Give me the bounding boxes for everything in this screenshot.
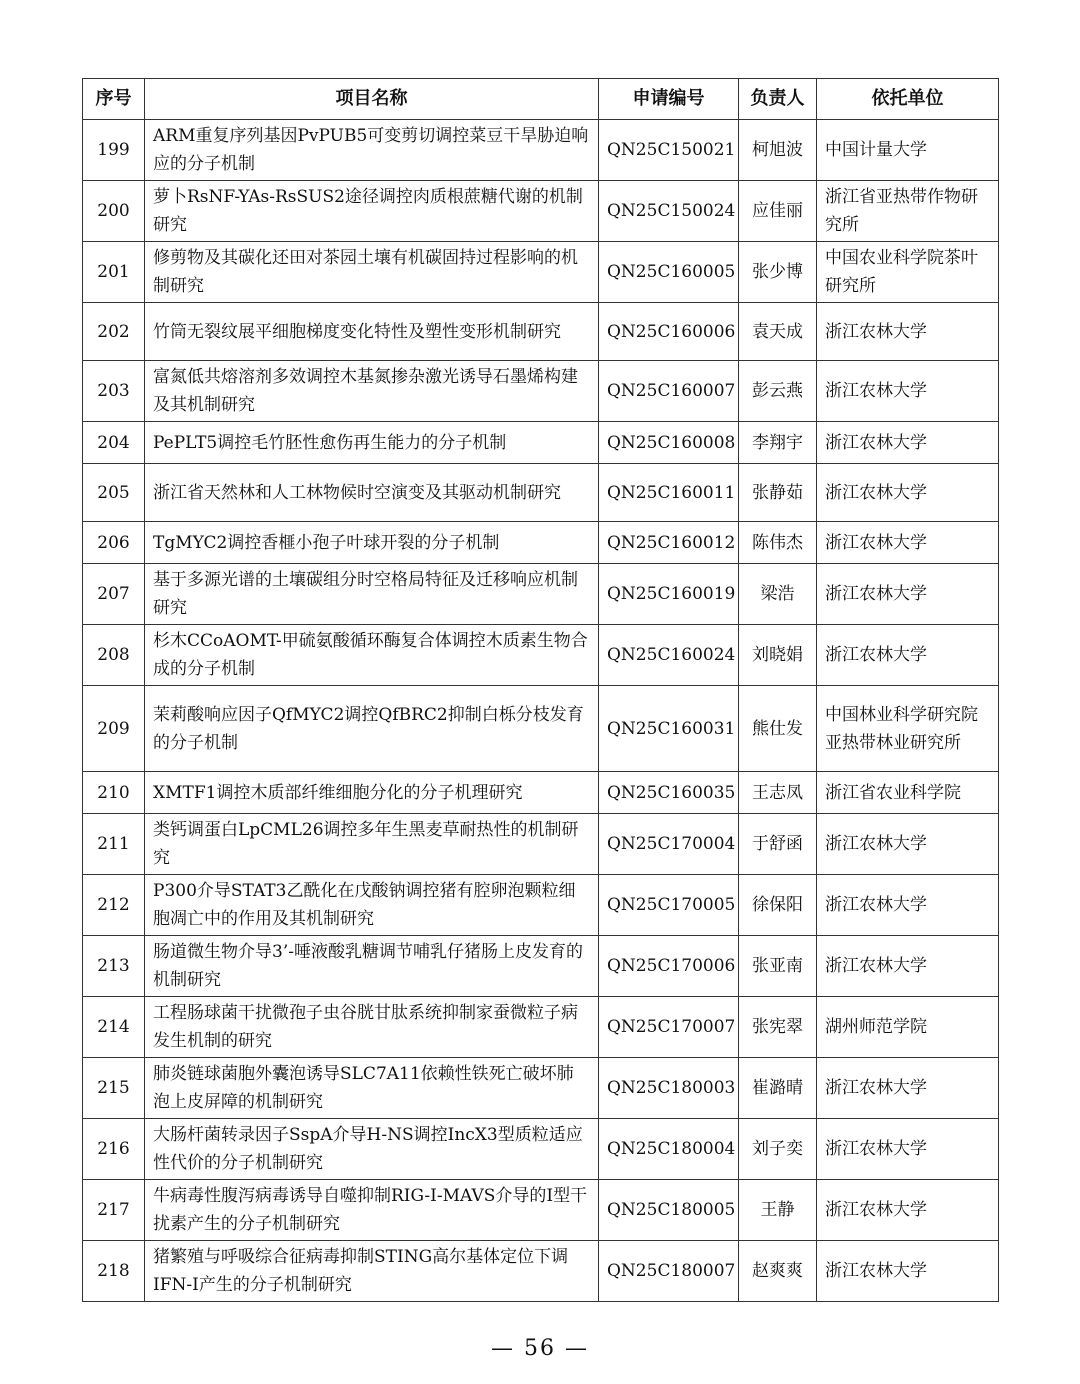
row-index: 214 xyxy=(83,997,145,1058)
table-row xyxy=(83,1119,999,1180)
principal-investigator: 袁天成 xyxy=(739,303,817,361)
host-institution: 浙江农林大学 xyxy=(817,522,999,564)
principal-investigator: 王静 xyxy=(739,1180,817,1241)
host-institution: 浙江农林大学 xyxy=(817,422,999,464)
host-institution: 浙江农林大学 xyxy=(817,564,999,625)
project-name: 茉莉酸响应因子QfMYC2调控QfBRC2抑制白栎分枝发育的分子机制 xyxy=(145,686,599,772)
host-institution: 浙江农林大学 xyxy=(817,361,999,422)
table-header-row xyxy=(83,79,999,120)
host-institution: 浙江农林大学 xyxy=(817,875,999,936)
project-name: TgMYC2调控香榧小孢子叶球开裂的分子机制 xyxy=(145,522,599,564)
application-number: QN25C160007 xyxy=(599,361,739,422)
host-institution: 浙江农林大学 xyxy=(817,1180,999,1241)
row-index: 218 xyxy=(83,1241,145,1302)
row-index: 206 xyxy=(83,522,145,564)
principal-investigator: 刘子奕 xyxy=(739,1119,817,1180)
project-table xyxy=(82,78,999,1302)
row-index: 209 xyxy=(83,686,145,772)
table-row xyxy=(83,464,999,522)
principal-investigator: 李翔宇 xyxy=(739,422,817,464)
project-name: 竹筒无裂纹展平细胞梯度变化特性及塑性变形机制研究 xyxy=(145,303,599,361)
table-row xyxy=(83,522,999,564)
table-row xyxy=(83,1180,999,1241)
host-institution: 浙江农林大学 xyxy=(817,1058,999,1119)
row-index: 210 xyxy=(83,772,145,814)
table-row xyxy=(83,686,999,772)
host-institution: 中国林业科学研究院亚热带林业研究所 xyxy=(817,686,999,772)
row-index: 200 xyxy=(83,181,145,242)
application-number: QN25C160006 xyxy=(599,303,739,361)
host-institution: 浙江省农业科学院 xyxy=(817,772,999,814)
row-index: 213 xyxy=(83,936,145,997)
application-number: QN25C150021 xyxy=(599,120,739,181)
row-index: 199 xyxy=(83,120,145,181)
principal-investigator: 梁浩 xyxy=(739,564,817,625)
principal-investigator: 熊仕发 xyxy=(739,686,817,772)
row-index: 207 xyxy=(83,564,145,625)
principal-investigator: 彭云燕 xyxy=(739,361,817,422)
project-name: 猪繁殖与呼吸综合征病毒抑制STING高尔基体定位下调IFN-I产生的分子机制研究 xyxy=(145,1241,599,1302)
host-institution: 中国农业科学院茶叶研究所 xyxy=(817,242,999,303)
table-row xyxy=(83,814,999,875)
table-row xyxy=(83,242,999,303)
row-index: 205 xyxy=(83,464,145,522)
header-host-institution: 依托单位 xyxy=(817,79,999,120)
project-name: 工程肠球菌干扰微孢子虫谷胱甘肽系统抑制家蚕微粒子病发生机制的研究 xyxy=(145,997,599,1058)
application-number: QN25C170006 xyxy=(599,936,739,997)
row-index: 203 xyxy=(83,361,145,422)
project-name: 浙江省天然林和人工林物候时空演变及其驱动机制研究 xyxy=(145,464,599,522)
row-index: 202 xyxy=(83,303,145,361)
application-number: QN25C180003 xyxy=(599,1058,739,1119)
application-number: QN25C180005 xyxy=(599,1180,739,1241)
principal-investigator: 陈伟杰 xyxy=(739,522,817,564)
table-row xyxy=(83,1058,999,1119)
row-index: 217 xyxy=(83,1180,145,1241)
row-index: 208 xyxy=(83,625,145,686)
header-principal-investigator: 负责人 xyxy=(739,79,817,120)
table-body xyxy=(83,120,999,1302)
application-number: QN25C160012 xyxy=(599,522,739,564)
principal-investigator: 柯旭波 xyxy=(739,120,817,181)
principal-investigator: 于舒函 xyxy=(739,814,817,875)
table-row xyxy=(83,303,999,361)
header-project-name: 项目名称 xyxy=(145,79,599,120)
table-row xyxy=(83,422,999,464)
application-number: QN25C160008 xyxy=(599,422,739,464)
host-institution: 湖州师范学院 xyxy=(817,997,999,1058)
application-number: QN25C160035 xyxy=(599,772,739,814)
application-number: QN25C170007 xyxy=(599,997,739,1058)
table-row xyxy=(83,997,999,1058)
row-index: 216 xyxy=(83,1119,145,1180)
project-name: 牛病毒性腹泻病毒诱导自噬抑制RIG-I-MAVS介导的I型干扰素产生的分子机制研究 xyxy=(145,1180,599,1241)
row-index: 204 xyxy=(83,422,145,464)
application-number: QN25C160005 xyxy=(599,242,739,303)
principal-investigator: 徐保阳 xyxy=(739,875,817,936)
application-number: QN25C160011 xyxy=(599,464,739,522)
project-name: 修剪物及其碳化还田对茶园土壤有机碳固持过程影响的机制研究 xyxy=(145,242,599,303)
principal-investigator: 崔潞晴 xyxy=(739,1058,817,1119)
row-index: 215 xyxy=(83,1058,145,1119)
host-institution: 浙江农林大学 xyxy=(817,1241,999,1302)
table-header xyxy=(83,79,999,120)
principal-investigator: 张静茹 xyxy=(739,464,817,522)
host-institution: 浙江农林大学 xyxy=(817,936,999,997)
application-number: QN25C160024 xyxy=(599,625,739,686)
principal-investigator: 张宪翠 xyxy=(739,997,817,1058)
principal-investigator: 张少博 xyxy=(739,242,817,303)
principal-investigator: 赵爽爽 xyxy=(739,1241,817,1302)
table-row xyxy=(83,564,999,625)
project-name: 肺炎链球菌胞外囊泡诱导SLC7A11依赖性铁死亡破坏肺泡上皮屏障的机制研究 xyxy=(145,1058,599,1119)
project-name: XMTF1调控木质部纤维细胞分化的分子机理研究 xyxy=(145,772,599,814)
project-name: P300介导STAT3乙酰化在戊酸钠调控猪有腔卵泡颗粒细胞凋亡中的作用及其机制研究 xyxy=(145,875,599,936)
application-number: QN25C170004 xyxy=(599,814,739,875)
application-number: QN25C180007 xyxy=(599,1241,739,1302)
table-row xyxy=(83,936,999,997)
table-row xyxy=(83,875,999,936)
row-index: 201 xyxy=(83,242,145,303)
project-name: ARM重复序列基因PvPUB5可变剪切调控菜豆干旱胁迫响应的分子机制 xyxy=(145,120,599,181)
application-number: QN25C160019 xyxy=(599,564,739,625)
host-institution: 浙江农林大学 xyxy=(817,625,999,686)
page-number: — 56 — xyxy=(491,1336,589,1361)
project-name: 萝卜RsNF-YAs-RsSUS2途径调控肉质根蔗糖代谢的机制研究 xyxy=(145,181,599,242)
host-institution: 浙江农林大学 xyxy=(817,303,999,361)
application-number: QN25C170005 xyxy=(599,875,739,936)
table-row xyxy=(83,361,999,422)
principal-investigator: 王志凤 xyxy=(739,772,817,814)
row-index: 212 xyxy=(83,875,145,936)
row-index: 211 xyxy=(83,814,145,875)
host-institution: 浙江农林大学 xyxy=(817,464,999,522)
project-name: 肠道微生物介导3’-唾液酸乳糖调节哺乳仔猪肠上皮发育的机制研究 xyxy=(145,936,599,997)
application-number: QN25C150024 xyxy=(599,181,739,242)
header-index: 序号 xyxy=(83,79,145,120)
host-institution: 浙江农林大学 xyxy=(817,1119,999,1180)
principal-investigator: 应佳丽 xyxy=(739,181,817,242)
project-name: 基于多源光谱的土壤碳组分时空格局特征及迁移响应机制研究 xyxy=(145,564,599,625)
table-row xyxy=(83,772,999,814)
host-institution: 浙江省亚热带作物研究所 xyxy=(817,181,999,242)
project-name: PePLT5调控毛竹胚性愈伤再生能力的分子机制 xyxy=(145,422,599,464)
header-application-number: 申请编号 xyxy=(599,79,739,120)
project-name: 杉木CCoAOMT-甲硫氨酸循环酶复合体调控木质素生物合成的分子机制 xyxy=(145,625,599,686)
table-row xyxy=(83,1241,999,1302)
host-institution: 浙江农林大学 xyxy=(817,814,999,875)
table-row xyxy=(83,181,999,242)
project-name: 大肠杆菌转录因子SspA介导H-NS调控IncX3型质粒适应性代价的分子机制研究 xyxy=(145,1119,599,1180)
project-name: 类钙调蛋白LpCML26调控多年生黑麦草耐热性的机制研究 xyxy=(145,814,599,875)
table-row xyxy=(83,625,999,686)
table-row xyxy=(83,120,999,181)
application-number: QN25C180004 xyxy=(599,1119,739,1180)
application-number: QN25C160031 xyxy=(599,686,739,772)
principal-investigator: 刘晓娟 xyxy=(739,625,817,686)
project-name: 富氮低共熔溶剂多效调控木基氮掺杂激光诱导石墨烯构建及其机制研究 xyxy=(145,361,599,422)
host-institution: 中国计量大学 xyxy=(817,120,999,181)
principal-investigator: 张亚南 xyxy=(739,936,817,997)
